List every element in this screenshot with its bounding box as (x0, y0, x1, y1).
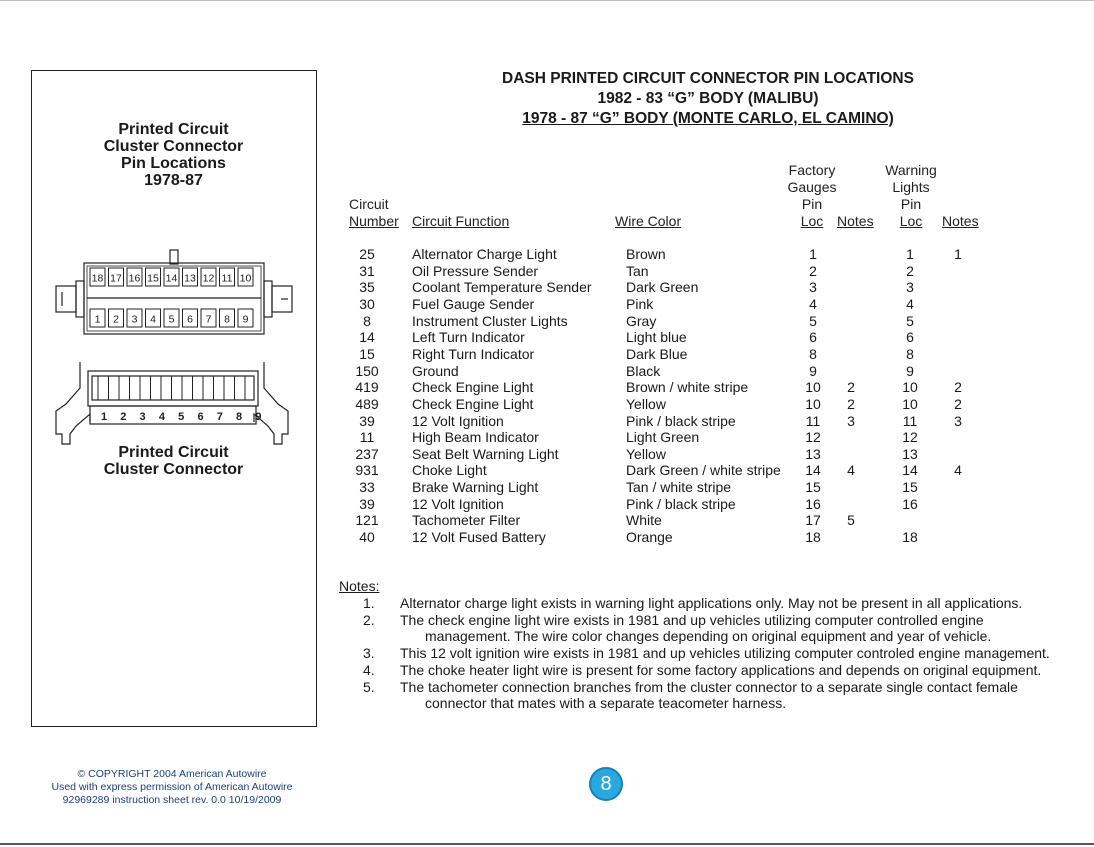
header-warning-lights (880, 162, 942, 230)
cell-circuit: 14 (359, 329, 375, 346)
note-number: 1. (363, 595, 375, 611)
connector-top-pin-label: 10 (239, 272, 252, 285)
cell-wire-color: Pink / black stripe (626, 412, 736, 429)
cell-wire-color: Tan (626, 262, 649, 279)
cell-circuit: 150 (355, 362, 379, 379)
cell-wl-note: 2 (954, 395, 962, 412)
cell-fg-note: 5 (847, 512, 855, 529)
header-fg-line-3: Pin (801, 196, 823, 212)
cell-wire-color: Orange (626, 529, 673, 546)
cell-wire-color: Yellow (626, 445, 666, 462)
footer-line-2: Used with express permission of American Autowire (51, 781, 293, 793)
connector-top-view (56, 250, 292, 334)
cell-circuit: 931 (355, 462, 379, 479)
connector-side-pin-label: 2 (120, 411, 127, 423)
cell-function: Fuel Gauge Sender (412, 295, 535, 312)
connector-bottom-pin-label: 2 (113, 313, 119, 326)
cell-wl-loc: 9 (906, 362, 914, 379)
cell-function: Right Turn Indicator (412, 345, 535, 362)
cell-wire-color: Tan / white stripe (626, 479, 732, 496)
cell-circuit: 35 (359, 279, 375, 296)
cell-wl-loc: 10 (902, 379, 918, 396)
cell-wl-note: 4 (954, 462, 962, 479)
cell-wire-color: Dark Green / white stripe (626, 462, 781, 479)
header-fg-loc: Loc (800, 213, 824, 229)
connector-bottom-pin-label: 1 (94, 313, 101, 326)
connector-top-pin-label: 16 (128, 272, 141, 285)
note-text: The choke heater light wire is present for some factory applications and depends on original equipment. (400, 661, 1042, 678)
header-fg-notes: Notes (837, 213, 874, 229)
cell-wire-color: Yellow (626, 395, 666, 412)
cell-fg-note: 4 (847, 462, 855, 479)
connector-side-pin-label: 5 (178, 411, 185, 423)
page-number-badge: 8 (589, 767, 623, 801)
cell-function: Check Engine Light (412, 379, 534, 396)
cell-fg-loc: 11 (805, 412, 821, 429)
cell-fg-loc: 15 (805, 479, 821, 496)
cell-wire-color: Brown / white stripe (626, 379, 749, 396)
cell-wl-loc: 4 (906, 295, 914, 312)
cell-wire-color: Black (626, 362, 661, 379)
cell-function: Tachometer Filter (412, 512, 521, 529)
connector-top-pin-label: 13 (184, 272, 196, 285)
cell-wire-color: Pink / black stripe (626, 495, 736, 512)
cell-wire-color: Dark Blue (626, 345, 688, 362)
note-number: 2. (363, 611, 375, 628)
connector-top-pin-label: 17 (110, 272, 122, 285)
cell-fg-note: 2 (847, 379, 855, 396)
connector-bottom-pin-label: 3 (131, 313, 138, 326)
cell-fg-loc: 12 (805, 429, 821, 446)
note-number: 4. (363, 661, 375, 678)
cell-fg-loc: 14 (805, 462, 821, 479)
cell-function: Ground (412, 362, 459, 379)
header-wl-loc: Loc (899, 213, 923, 229)
header-factory-gauges (782, 162, 842, 230)
cell-fg-loc: 17 (805, 512, 821, 529)
connector-side-pin-label: 1 (100, 411, 108, 423)
cell-circuit: 489 (355, 395, 379, 412)
header-circuit-line-1: Circuit (349, 196, 389, 212)
note-text: The tachometer connection branches from the cluster connector to a separate single contact female (400, 678, 1018, 695)
document-subtitle-monte-carlo: 1978 - 87 “G” BODY (MONTE CARLO, EL CAMINO) (522, 110, 894, 127)
cell-fg-loc: 18 (805, 529, 821, 546)
cell-circuit: 40 (359, 529, 375, 546)
connector-side-view (56, 362, 288, 444)
notes-heading: Notes: (339, 578, 380, 594)
cell-fg-loc: 1 (809, 246, 817, 262)
cell-wire-color: Dark Green (626, 279, 699, 296)
note-text-continued: connector that mates with a separate teacometer harness. (425, 695, 787, 712)
connector-diagram-panel (31, 70, 317, 727)
cell-wire-color: Light Green (626, 429, 700, 446)
header-fg-line-1: Factory (788, 162, 836, 178)
connector-drawing (52, 246, 302, 456)
connector-top-pin-label: 18 (91, 272, 104, 285)
cell-circuit: 419 (355, 379, 379, 396)
cell-circuit: 39 (359, 412, 375, 429)
connector-side-pin-label: 7 (216, 411, 223, 423)
connector-bottom-pin-label: 4 (150, 313, 156, 326)
cell-circuit: 15 (359, 345, 375, 362)
cell-wl-loc: 10 (902, 395, 918, 412)
cell-function: Check Engine Light (412, 395, 534, 412)
connector-bottom-pin-label: 6 (187, 313, 193, 326)
cell-fg-loc: 10 (805, 395, 821, 412)
cell-wl-loc: 8 (906, 345, 914, 362)
cell-function: 12 Volt Ignition (412, 495, 504, 512)
cell-wl-loc: 6 (906, 329, 914, 346)
header-circuit-number: Number (349, 213, 399, 229)
panel-title-line-2: Cluster Connector (103, 138, 244, 155)
note-text: This 12 volt ignition wire exists in 1981 and up vehicles utilizing computer controled engine management. (400, 645, 1050, 662)
connector-side-pin-label: 4 (158, 411, 165, 423)
connector-top-pin-label: 14 (165, 272, 178, 285)
connector-bottom-pin-label: 8 (224, 313, 230, 326)
connector-side-pin-label: 6 (197, 411, 204, 423)
connector-caption-line-1: Printed Circuit (118, 444, 229, 461)
panel-title (32, 121, 315, 189)
cell-wl-loc: 12 (902, 429, 918, 446)
cell-circuit: 237 (355, 445, 379, 462)
cell-fg-loc: 10 (805, 379, 821, 396)
cell-wl-loc: 14 (902, 462, 918, 479)
cell-fg-loc: 9 (809, 362, 817, 379)
cell-function: Instrument Cluster Lights (412, 312, 568, 329)
cell-function: High Beam Indicator (412, 429, 539, 446)
cell-wl-loc: 18 (902, 529, 918, 546)
cell-wl-loc: 15 (902, 479, 918, 496)
cell-fg-note: 2 (847, 395, 855, 412)
panel-title-line-4: 1978-87 (144, 172, 203, 189)
note-number: 3. (363, 645, 375, 662)
cell-wire-color: Gray (626, 312, 657, 329)
cell-wl-loc: 3 (906, 279, 914, 296)
cell-circuit: 31 (359, 262, 375, 279)
cell-wl-note: 3 (954, 412, 962, 429)
header-circuit-function: Circuit Function (412, 213, 510, 229)
connector-caption-line-2: Cluster Connector (103, 461, 244, 478)
cell-wire-color: White (626, 512, 662, 529)
cell-circuit: 25 (359, 246, 375, 262)
cell-fg-loc: 8 (809, 345, 817, 362)
cell-fg-loc: 3 (809, 279, 817, 296)
cell-wl-loc: 1 (906, 246, 914, 262)
document-subtitle-malibu: 1982 - 83 “G” BODY (MALIBU) (597, 90, 819, 107)
cell-wl-note: 2 (954, 379, 962, 396)
cell-wl-loc: 2 (906, 262, 914, 279)
panel-title-line-1: Printed Circuit (118, 121, 229, 138)
header-circuit (349, 196, 399, 230)
cell-function: Seat Belt Warning Light (412, 445, 559, 462)
connector-caption (32, 444, 315, 478)
connector-bottom-pin-label: 5 (168, 313, 175, 326)
note-text: Alternator charge light exists in warning light applications only. May not be present in all applications. (400, 595, 1023, 611)
connector-top-pin-label: 11 (221, 272, 233, 285)
bottom-rule (0, 843, 1094, 845)
connector-bottom-pin-label: 9 (242, 313, 249, 326)
cell-fg-note: 3 (847, 412, 855, 429)
header-fg-line-2: Gauges (787, 179, 837, 195)
footer-copyright (20, 768, 324, 807)
cell-wl-loc: 16 (902, 495, 918, 512)
cell-function: 12 Volt Ignition (412, 412, 504, 429)
cell-wl-loc: 5 (906, 312, 914, 329)
cell-wl-loc: 11 (902, 412, 918, 429)
header-wl-line-3: Pin (900, 196, 922, 212)
connector-top-pin-label: 12 (202, 272, 215, 285)
cell-circuit: 8 (363, 312, 371, 329)
cell-circuit: 33 (359, 479, 375, 496)
cell-circuit: 30 (359, 295, 375, 312)
header-wl-notes: Notes (942, 213, 979, 229)
cell-wl-loc: 13 (902, 445, 918, 462)
cell-circuit: 121 (355, 512, 379, 529)
cell-fg-loc: 2 (809, 262, 817, 279)
cell-fg-loc: 6 (809, 329, 817, 346)
cell-fg-loc: 5 (809, 312, 817, 329)
note-text-continued: management. The wire color changes depending on original equipment and year of vehicle. (425, 628, 992, 645)
panel-title-line-3: Pin Locations (121, 155, 226, 172)
top-rule (0, 0, 1094, 1)
connector-side-pin-label: 9 (255, 411, 262, 423)
cell-function: Alternator Charge Light (412, 246, 557, 262)
cell-fg-loc: 13 (805, 445, 821, 462)
cell-wire-color: Pink (626, 295, 654, 312)
header-wl-line-2: Lights (892, 179, 930, 195)
footer-line-3: 92969289 instruction sheet rev. 0.0 10/19/2009 (62, 794, 282, 806)
cell-fg-loc: 16 (805, 495, 821, 512)
header-wl-line-1: Warning (885, 162, 937, 178)
cell-wire-color: Light blue (626, 329, 687, 346)
cell-function: 12 Volt Fused Battery (412, 529, 546, 546)
footer-line-1: © COPYRIGHT 2004 American Autowire (77, 768, 267, 780)
header-wire-color: Wire Color (615, 213, 682, 229)
cell-fg-loc: 4 (809, 295, 817, 312)
cell-circuit: 39 (359, 495, 375, 512)
cell-wl-note: 1 (954, 246, 962, 262)
connector-side-pin-label: 8 (236, 411, 243, 423)
note-text: The check engine light wire exists in 1981 and up vehicles utilizing computer controlled engine (400, 611, 984, 628)
document-title: DASH PRINTED CIRCUIT CONNECTOR PIN LOCATIONS (502, 70, 914, 87)
note-number: 5. (363, 678, 375, 695)
cell-function: Coolant Temperature Sender (412, 279, 592, 296)
cell-circuit: 11 (359, 429, 375, 446)
cell-function: Brake Warning Light (412, 479, 539, 496)
connector-top-pin-label: 15 (147, 272, 159, 285)
cell-function: Left Turn Indicator (412, 329, 525, 346)
cell-wire-color: Brown (626, 246, 666, 262)
cell-function: Oil Pressure Sender (412, 262, 539, 279)
connector-side-pin-label: 3 (139, 411, 146, 423)
cell-function: Choke Light (412, 462, 487, 479)
connector-bottom-pin-label: 7 (205, 313, 212, 326)
